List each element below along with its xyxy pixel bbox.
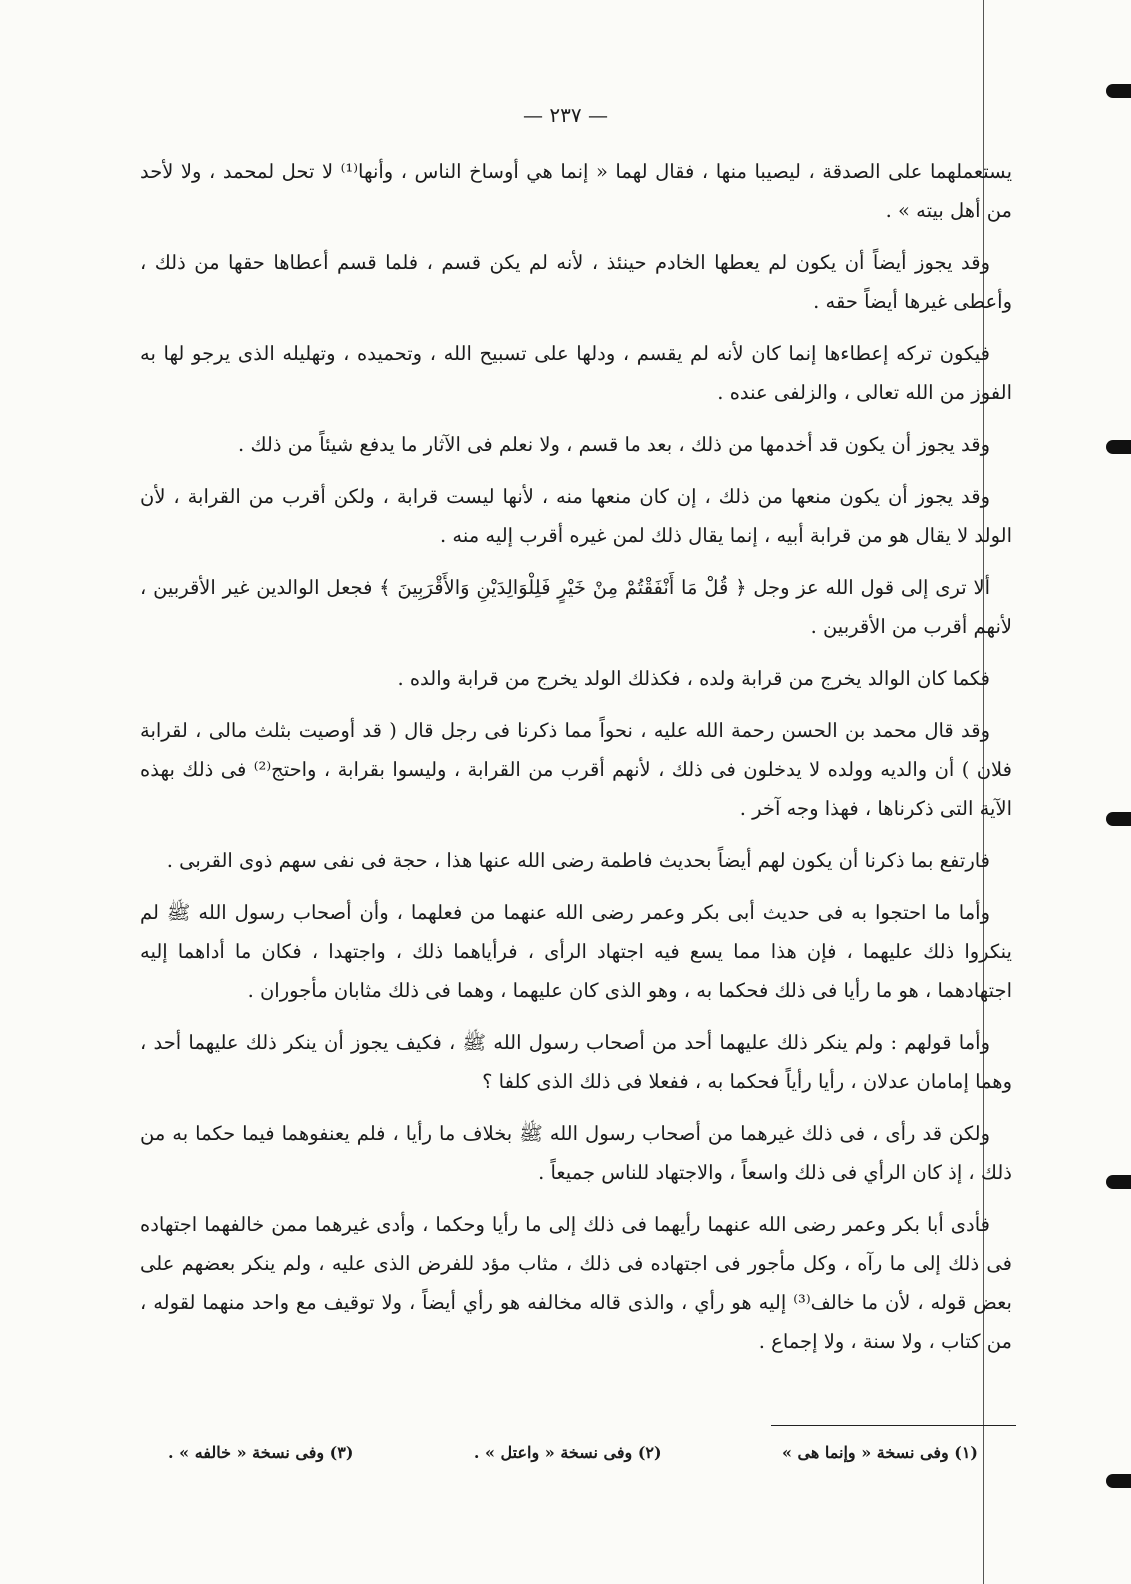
footnote-divider — [771, 1425, 1016, 1426]
paragraph: وأما قولهم : ولم ينكر ذلك عليهما أحد من أصحاب رسول الله ﷺ ، فكيف يجوز أن ينكر ذلك عليهما أحد ، وهما إمامان عدلان ، رأيا رأياً فحكما به ، ففعلا فى ذلك الذى كلفا ؟ — [140, 1031, 1012, 1093]
page-number: — ٢٣٧ — — [523, 103, 608, 127]
binding-mark — [1106, 812, 1131, 826]
paragraph: يستعملهما على الصدقة ، ليصيبا منها ، فقال لهما « إنما هي أوساخ الناس ، وأنها⁽¹⁾ لا تحل لمحمد ، ولا لأحد من أهل بيته » . — [140, 160, 1013, 222]
binding-mark — [1106, 1175, 1131, 1189]
binding-mark — [1106, 84, 1131, 98]
paragraph: فأدى أبا بكر وعمر رضى الله عنهما رأيهما فى ذلك إلى ما رأيا وحكما ، وأدى غيرهما ممن خالفهما اجتهاده فى ذلك إلى ما رآه ، وكل مأجور فى اجتهاده فى ذلك ، مثاب مؤد للفرض الذى عليه ، ولم ينكر بعضهم على بعض قوله ، لأن ما خالف⁽³⁾ إليه هو رأي ، والذى قاله مخالفه هو رأي أيضاً ، ولا توقيف مع واحد منهما لقوله ، من كتاب ، ولا سنة ، ولا إجماع . — [140, 1213, 1012, 1353]
binding-mark — [1106, 440, 1131, 454]
footnote-1: (١) وفى نسخة « وإنما هى » — [781, 1443, 978, 1462]
paragraph: ولكن قد رأى ، فى ذلك غيرهما من أصحاب رسول الله ﷺ بخلاف ما رأيا ، فلم يعنفوهما فيما حكما به من ذلك ، إذ كان الرأي فى ذلك واسعاً ، والاجتهاد للناس جميعاً . — [140, 1122, 1012, 1184]
body-text — [140, 152, 1012, 1374]
footnote-2: (٢) وفى نسخة « واعتل » . — [473, 1443, 662, 1462]
paragraph: فكما كان الوالد يخرج من قرابة ولده ، فكذلك الولد يخرج من قرابة والده . — [397, 667, 990, 690]
paragraph: ألا ترى إلى قول الله عز وجل ﴿ قُلْ مَا أَنْفَقْتُمْ مِنْ خَيْرٍ فَلِلْوَالِدَيْنِ وَالأَقْرَبِينَ ﴾ فجعل الوالدين غير الأقربين ، لأنهم أقرب من الأقربين . — [140, 576, 1012, 638]
paragraph: فارتفع بما ذكرنا أن يكون لهم أيضاً بحديث فاطمة رضى الله عنها هذا ، حجة فى نفى سهم ذوى القربى . — [166, 849, 990, 872]
paragraph: وقد يجوز أيضاً أن يكون لم يعطها الخادم حينئذ ، لأنه لم يكن قسم ، فلما قسم أعطاها حقها من ذلك ، وأعطى غيرها أيضاً حقه . — [140, 251, 1012, 313]
paragraph: فيكون تركه إعطاءها إنما كان لأنه لم يقسم ، ودلها على تسبيح الله ، وتحميده ، وتهليله الذى يرجو لها به الفوز من الله تعالى ، والزلفى عنده . — [140, 342, 1012, 404]
footnotes — [168, 1443, 978, 1462]
paragraph: وقد يجوز أن يكون منعها من ذلك ، إن كان منعها منه ، لأنها ليست قرابة ، ولكن أقرب من القرابة ، لأن الولد لا يقال هو من قرابة أبيه ، إنما يقال ذلك لمن غيره أقرب إليه منه . — [140, 485, 1012, 547]
binding-mark — [1106, 1474, 1131, 1488]
paragraph: وقد قال محمد بن الحسن رحمة الله عليه ، نحواً مما ذكرنا فى رجل قال ( قد أوصيت بثلث مالى ، لقرابة فلان ) أن والديه وولده لا يدخلون فى ذلك ، لأنهم أقرب من القرابة ، وليسوا بقرابة ، واحتج⁽²⁾ فى ذلك بهذه الآية التى ذكرناها ، فهذا وجه آخر . — [140, 719, 1013, 820]
paragraph: وأما ما احتجوا به فى حديث أبى بكر وعمر رضى الله عنهما من فعلهما ، وأن أصحاب رسول الله ﷺ لم ينكروا ذلك عليهما ، فإن هذا مما يسع فيه اجتهاد الرأى ، فرأياهما ذلك ، واجتهدا ، فكان ما أداهما إليه اجتهادهما ، هو ما رأيا فى ذلك فحكما به ، وهو الذى كان عليهما ، وهما فى ذلك مثابان مأجوران . — [140, 901, 1012, 1002]
paragraph: وقد يجوز أن يكون قد أخدمها من ذلك ، بعد ما قسم ، ولا نعلم فى الآثار ما يدفع شيئاً من ذلك . — [238, 433, 990, 456]
footnote-3: (٣) وفى نسخة « خالفه » . — [168, 1443, 354, 1462]
